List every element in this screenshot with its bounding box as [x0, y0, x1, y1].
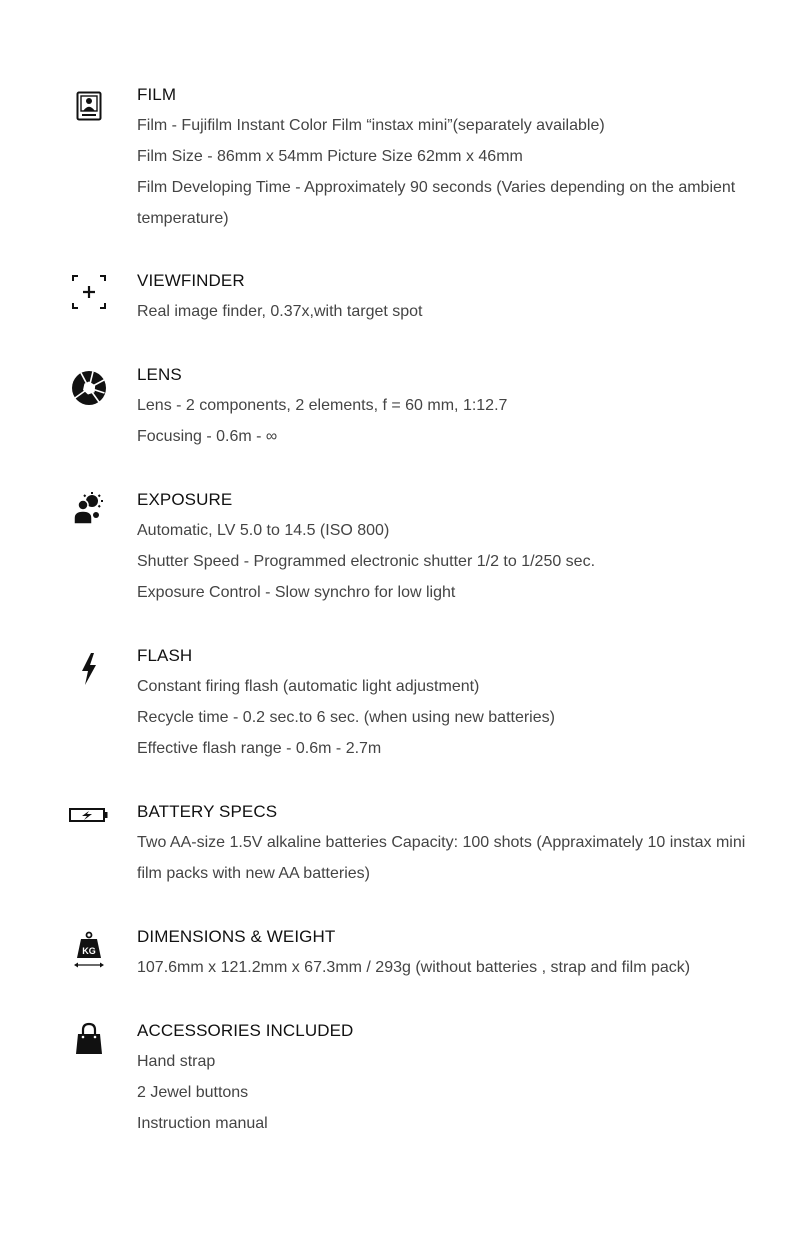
spec-line: Lens - 2 components, 2 elements, f = 60 mm, 1:12.7	[137, 397, 508, 414]
spec-line: Automatic, LV 5.0 to 14.5 (ISO 800)	[137, 522, 390, 539]
spec-title: LENS	[137, 365, 182, 384]
person-sun-exposure-icon	[68, 487, 110, 529]
spec-title: FILM	[137, 85, 177, 104]
spec-title: VIEWFINDER	[137, 271, 245, 290]
weight-kg-icon	[68, 929, 110, 971]
spec-line: Effective flash range - 0.6m - 2.7m	[137, 740, 382, 757]
viewfinder-crosshair-icon	[68, 271, 110, 313]
spec-title: FLASH	[137, 646, 193, 665]
spec-title: EXPOSURE	[137, 490, 233, 509]
spec-line: Focusing - 0.6m - ∞	[137, 428, 278, 445]
spec-line: Real image finder, 0.37x,with target spot	[137, 303, 423, 320]
spec-line: Hand strap	[137, 1053, 216, 1070]
spec-title: BATTERY SPECS	[137, 802, 278, 821]
instant-photo-icon	[68, 85, 110, 127]
lightning-bolt-icon	[68, 648, 110, 690]
spec-line: Two AA-size 1.5V alkaline batteries Capacity: 100 shots (Appraximately 10 instax mini film packs with new AA batteries)	[137, 834, 746, 882]
camera-aperture-icon	[68, 367, 110, 409]
spec-line: Film - Fujifilm Instant Color Film “instax mini”(separately available)	[137, 117, 605, 134]
battery-charging-icon	[68, 794, 110, 836]
spec-line: Constant firing flash (automatic light adjustment)	[137, 678, 480, 695]
spec-line: Recycle time - 0.2 sec.to 6 sec. (when using new batteries)	[137, 709, 555, 726]
spec-line: Instruction manual	[137, 1115, 268, 1132]
spec-line: Shutter Speed - Programmed electronic shutter 1/2 to 1/250 sec.	[137, 553, 596, 570]
shopping-bag-icon	[68, 1018, 110, 1060]
spec-line: Exposure Control - Slow synchro for low light	[137, 584, 456, 601]
weight-kg-label: KG	[82, 946, 96, 956]
spec-title: DIMENSIONS & WEIGHT	[137, 927, 336, 946]
spec-line: Film Size - 86mm x 54mm Picture Size 62mm x 46mm	[137, 148, 523, 165]
spec-line: Film Developing Time - Approximately 90 seconds (Varies depending on the ambient temperature)	[137, 179, 736, 227]
spec-title: ACCESSORIES INCLUDED	[137, 1021, 354, 1040]
spec-line: 107.6mm x 121.2mm x 67.3mm / 293g (without batteries , strap and film pack)	[137, 959, 691, 976]
spec-line: 2 Jewel buttons	[137, 1084, 249, 1101]
